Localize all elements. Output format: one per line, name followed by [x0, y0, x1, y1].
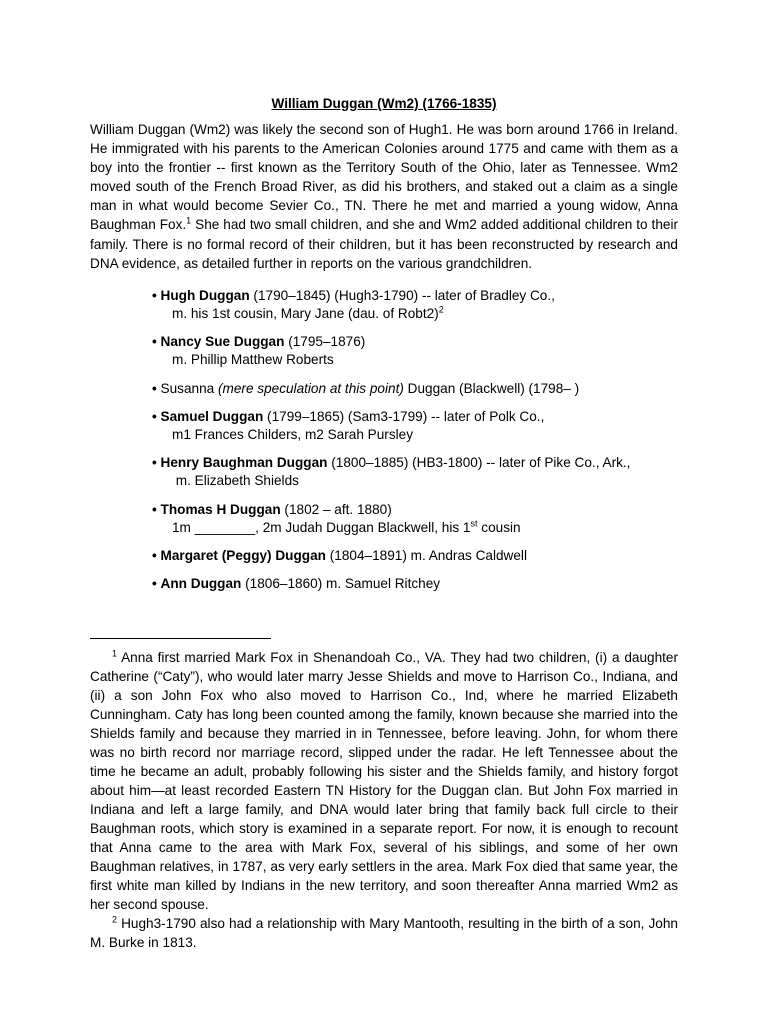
bullet: •: [152, 547, 157, 563]
footnotes: [90, 648, 678, 952]
child-name: Henry Baughman Duggan: [160, 455, 328, 471]
footnote-mark: 1: [112, 648, 118, 659]
child-item-thomas: [152, 501, 678, 537]
page-title: William Duggan (Wm2) (1766-1835): [271, 96, 497, 111]
child-name: Margaret (Peggy) Duggan: [160, 547, 326, 563]
child-item-samuel: [152, 408, 678, 444]
child-item-nancy: [152, 333, 678, 369]
child-details: (1806–1860) m. Samuel Ritchey: [241, 576, 441, 592]
footnote-text: Hugh3-1790 also had a relationship with Mary Mantooth, resulting in the birth of a son, John M. Burke in 1813.: [90, 916, 678, 950]
speculation-note: (mere speculation at this point): [218, 380, 404, 396]
intro-text-1: William Duggan (Wm2) was likely the second son of Hugh1. He was born around 1766 in Ireland. He immigrated with his parents to the American Colonies around 1775 and came with them as a boy into the frontier -- first known as the Territory South of the Ohio, later as Tennessee. Wm2 moved south of the French Broad River, as did his brothers, and staked out a claim as a single man in what would become Sevier Co., TN. There he met and married a young widow, Anna Baughman Fox.: [90, 122, 678, 233]
footnote-ref-1[interactable]: 1: [186, 215, 192, 226]
child-item-henry: [152, 454, 678, 490]
child-item-hugh: [152, 287, 678, 323]
child-item-susanna: [152, 380, 678, 398]
bullet: •: [152, 576, 157, 592]
document-body: [90, 94, 678, 603]
child-details: Duggan (Blackwell) (1798– ): [403, 380, 580, 396]
footnote-mark: 2: [112, 914, 118, 925]
child-details: (1799–1865) (Sam3-1799) -- later of Polk Co.,: [263, 408, 545, 424]
footnote-1: [90, 648, 678, 914]
child-marriage: m. Phillip Matthew Roberts: [172, 352, 334, 368]
bullet: •: [152, 501, 157, 517]
bullet: •: [152, 455, 157, 471]
bullet: •: [152, 287, 157, 303]
child-marriage-tail: cousin: [477, 519, 521, 535]
child-details: (1795–1876): [284, 334, 366, 350]
child-marriage: [152, 305, 678, 323]
child-details: (1802 – aft. 1880): [280, 501, 392, 517]
footnote-text: Anna first married Mark Fox in Shenandoah Co., VA. They had two children, (i) a daughter Catherine (“Caty”), who would later marry Jesse Shields and move to Harrison Co., Indiana, and (ii) a son John Fox who also moved to Harrison Co., Ind, where he married Elizabeth Cunningham. Caty has long been counted among the family, known because she married into the Shields family and because they married in in Tennessee, before leaving. John, for whom there was no birth record nor marriage record, slipped under the radar. He left Tennessee about the time he became an adult, probably following his sister and the Shields family, and history forgot about him—at least recorded Eastern TN History for the Duggan clan. But John Fox married in Indiana and left a large family, and DNA would later bring that family back full circle to their Baughman roots, which story is examined in a separate report. For now, it is enough to recount that Anna came to the area with Mark Fox, several of his siblings, and some of her own Baughman relatives, in 1787, as very early settlers in the area. Mark Fox died that same year, the first white man killed by Indians in the new territory, and soon thereafter Anna married Wm2 as her second spouse.: [90, 650, 678, 912]
child-marriage-text: m. his 1st cousin, Mary Jane (dau. of Robt2): [172, 305, 439, 321]
child-name: Nancy Sue Duggan: [160, 334, 285, 350]
bullet: •: [152, 380, 157, 396]
footnote-2: [90, 914, 678, 952]
child-item-margaret: [152, 547, 678, 565]
child-details: (1804–1891) m. Andras Caldwell: [325, 547, 527, 563]
children-list: [90, 287, 678, 594]
child-name: Samuel Duggan: [160, 408, 264, 424]
child-marriage: [152, 519, 678, 537]
child-name: Susanna: [160, 380, 218, 396]
child-name: Thomas H Duggan: [160, 501, 281, 517]
intro-paragraph: [90, 120, 678, 273]
child-marriage-text: 1m ________, 2m Judah Duggan Blackwell, his 1: [172, 519, 471, 535]
intro-text-2: She had two small children, and she and Wm2 added additional children to their family. There is no formal record of their children, but it has been reconstructed by research and DNA evidence, as detailed further in reports on the various grandchildren.: [90, 217, 678, 271]
child-name: Ann Duggan: [160, 576, 242, 592]
child-details: (1800–1885) (HB3-1800) -- later of Pike Co., Ark.,: [327, 455, 631, 471]
child-details: (1790–1845) (Hugh3-1790) -- later of Bradley Co.,: [249, 287, 555, 303]
footnote-separator: [90, 638, 271, 639]
ordinal-suffix: st: [470, 518, 478, 529]
child-item-ann: [152, 575, 678, 593]
child-marriage: m1 Frances Childers, m2 Sarah Pursley: [172, 426, 413, 442]
bullet: •: [152, 334, 157, 350]
footnote-ref-2[interactable]: 2: [438, 304, 444, 315]
bullet: •: [152, 408, 157, 424]
child-name: Hugh Duggan: [160, 287, 250, 303]
child-marriage: m. Elizabeth Shields: [172, 473, 299, 489]
